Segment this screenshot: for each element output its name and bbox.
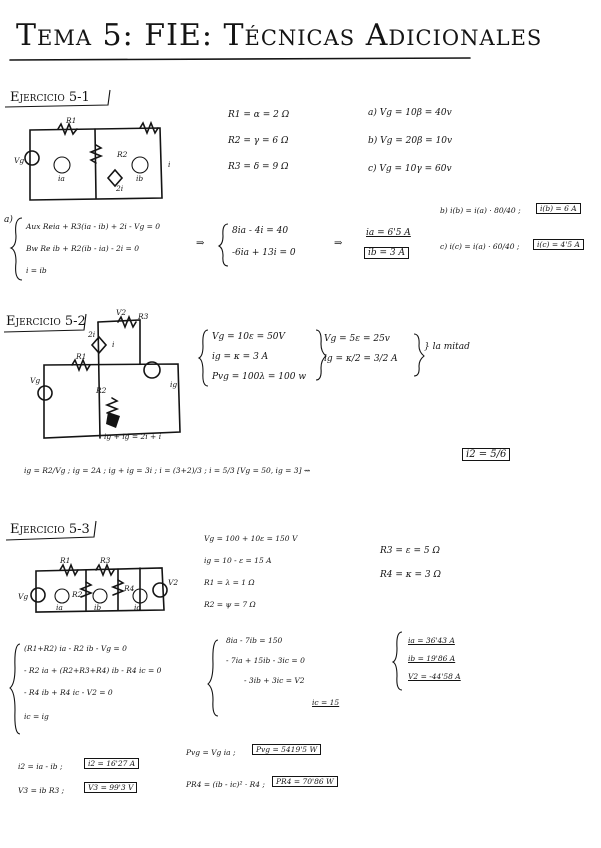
ej3-val-1: Vg = 100 + 10ε = 150 V xyxy=(204,534,298,543)
ej3-eq-1: (R1+R2) ia - R2 ib - Vg = 0 xyxy=(24,644,127,653)
ia-label: ia xyxy=(56,603,63,612)
ej3-eq-2: - R2 ia + (R2+R3+R4) ib - R4 ic = 0 xyxy=(24,666,162,675)
ej1-value-2: R2 = γ = 6 Ω xyxy=(228,136,289,146)
r2-label: R2 xyxy=(117,150,128,159)
ej1-value-3: R3 = δ = 9 Ω xyxy=(228,162,289,172)
ig-label: ig xyxy=(170,380,178,389)
ej1-case-b: b) Vg = 20β = 10v xyxy=(368,136,453,146)
r2-label: R2 xyxy=(72,590,83,599)
ej3-l4: PR4 = (ib - ic)² · R4 ; xyxy=(186,780,265,789)
i-label: i xyxy=(168,160,171,169)
ej1-arrow-2: ⇒ xyxy=(334,238,343,249)
ej1-eq-1: Aux Reia + R3(ia - ib) + 2i - Vg = 0 xyxy=(26,222,161,231)
ej3-l3: Pvg = Vg ia ; xyxy=(186,748,236,757)
r3-label: R3 xyxy=(138,312,149,321)
ib-label: ib xyxy=(94,603,102,612)
r2-label: R2 xyxy=(96,386,107,395)
i-label: i xyxy=(112,340,115,349)
ej1-c-result: i(c) = 4'5 A xyxy=(533,239,584,250)
ej2-val2-2: ig = κ/2 = 3/2 A xyxy=(324,354,398,364)
ej3-sys-3: - 3ib + 3ic = V2 xyxy=(244,676,305,685)
ej3-sys-4: ic = 15 xyxy=(312,698,340,707)
ej3-sys-2: - 7ia + 15ib - 3ic = 0 xyxy=(226,656,305,665)
r1-label: R1 xyxy=(66,116,77,125)
ej3-val2-1: R3 = ε = 5 Ω xyxy=(380,546,440,556)
ej1-eq-label: a) xyxy=(4,215,13,225)
ej1-res-1: ia = 6'5 A xyxy=(366,228,411,238)
r4-label: R4 xyxy=(124,584,135,593)
ej1-sys-1: 8ia - 4i = 40 xyxy=(232,226,289,236)
ej3-eq-3: - R4 ib + R4 ic - V2 = 0 xyxy=(24,688,113,697)
exercise-heading-5-2: Ejercicio 5-2 xyxy=(6,314,86,329)
ej1-value-1: R1 = α = 2 Ω xyxy=(228,110,290,120)
ic-label: ic xyxy=(134,603,141,612)
source-label: 2i xyxy=(88,330,96,339)
ej3-l4-result: PR4 = 70'86 W xyxy=(272,776,338,787)
v2-label: V2 xyxy=(168,578,179,587)
ej2-line: ig = R2/Vg ; ig = 2A ; ig + ig = 3i ; i = (3+2)/3 ; i = 5/3 [Vg = 50, ig = 3] ⇝ xyxy=(24,466,311,475)
ej1-b: b) i(b) = i(a) · 80/40 ; xyxy=(440,206,521,215)
exercise-heading-5-1: Ejercicio 5-1 xyxy=(10,90,90,105)
ej1-eq-3: i = ib xyxy=(26,266,47,275)
r3-label: R3 xyxy=(100,556,111,565)
ej1-sys-2: -6ia + 13i = 0 xyxy=(232,248,296,258)
vg-label: Vg xyxy=(30,376,41,385)
ej3-l1: i2 = ia - ib ; xyxy=(18,762,63,771)
node-eq: ig + ig = 2i + i xyxy=(104,432,162,441)
ej3-val-4: R2 = ψ = 7 Ω xyxy=(204,600,256,609)
r1-label: R1 xyxy=(60,556,71,565)
ej3-res-2: ib = 19'86 A xyxy=(408,654,456,663)
ej1-c: c) i(c) = i(a) · 60/40 ; xyxy=(440,242,520,251)
ej3-res-1: ia = 36'43 A xyxy=(408,636,455,645)
ej1-arrow-1: ⇒ xyxy=(196,238,205,249)
ej2-val2-1: Vg = 5ε = 25v xyxy=(324,334,390,344)
ej2-val-3: Pvg = 100λ = 100 w xyxy=(212,372,307,382)
ib-label: ib xyxy=(136,174,144,183)
exercise-heading-5-3: Ejercicio 5-3 xyxy=(10,522,90,537)
ej1-b-result: i(b) = 6 A xyxy=(536,203,581,214)
ej2-result: i2 = 5/6 xyxy=(462,448,510,461)
ej1-res-2: ib = 3 A xyxy=(364,247,409,259)
ej3-val-3: R1 = λ = 1 Ω xyxy=(204,578,255,587)
ej2-val-1: Vg = 10ε = 50V xyxy=(212,332,286,342)
ej3-l1-result: i2 = 16'27 A xyxy=(84,758,139,769)
ia-label: ia xyxy=(58,174,65,183)
ej1-eq-2: Bw Re ib + R2(ib - ia) - 2i = 0 xyxy=(26,244,139,253)
ej3-res-3: V2 = -44'58 A xyxy=(408,672,461,681)
ej2-val-2: ig = κ = 3 A xyxy=(212,352,269,362)
ej1-case-a: a) Vg = 10β = 40v xyxy=(368,108,452,118)
page-title: Tema 5: FIE: Técnicas Adicionales xyxy=(16,18,543,53)
ej3-val-2: ig = 10 - ε = 15 A xyxy=(204,556,272,565)
ej3-l2-result: V3 = 99'3 V xyxy=(84,782,137,793)
v2-label: V2 xyxy=(116,308,127,317)
ej3-eq-4: ic = ig xyxy=(24,712,49,721)
r1-label: R1 xyxy=(76,352,87,361)
ej2-note: } la mitad xyxy=(424,342,470,352)
ej3-l3-result: Pvg = 5419'5 W xyxy=(252,744,321,755)
ej3-val2-2: R4 = κ = 3 Ω xyxy=(380,570,441,580)
vg-label: Vg xyxy=(18,592,29,601)
ej3-sys-1: 8ia - 7ib = 150 xyxy=(226,636,283,645)
vg-label: Vg xyxy=(14,156,25,165)
ej1-case-c: c) Vg = 10γ = 60v xyxy=(368,164,452,174)
source-label: 2i xyxy=(116,184,124,193)
ej3-l2: V3 = ib R3 ; xyxy=(18,786,65,795)
